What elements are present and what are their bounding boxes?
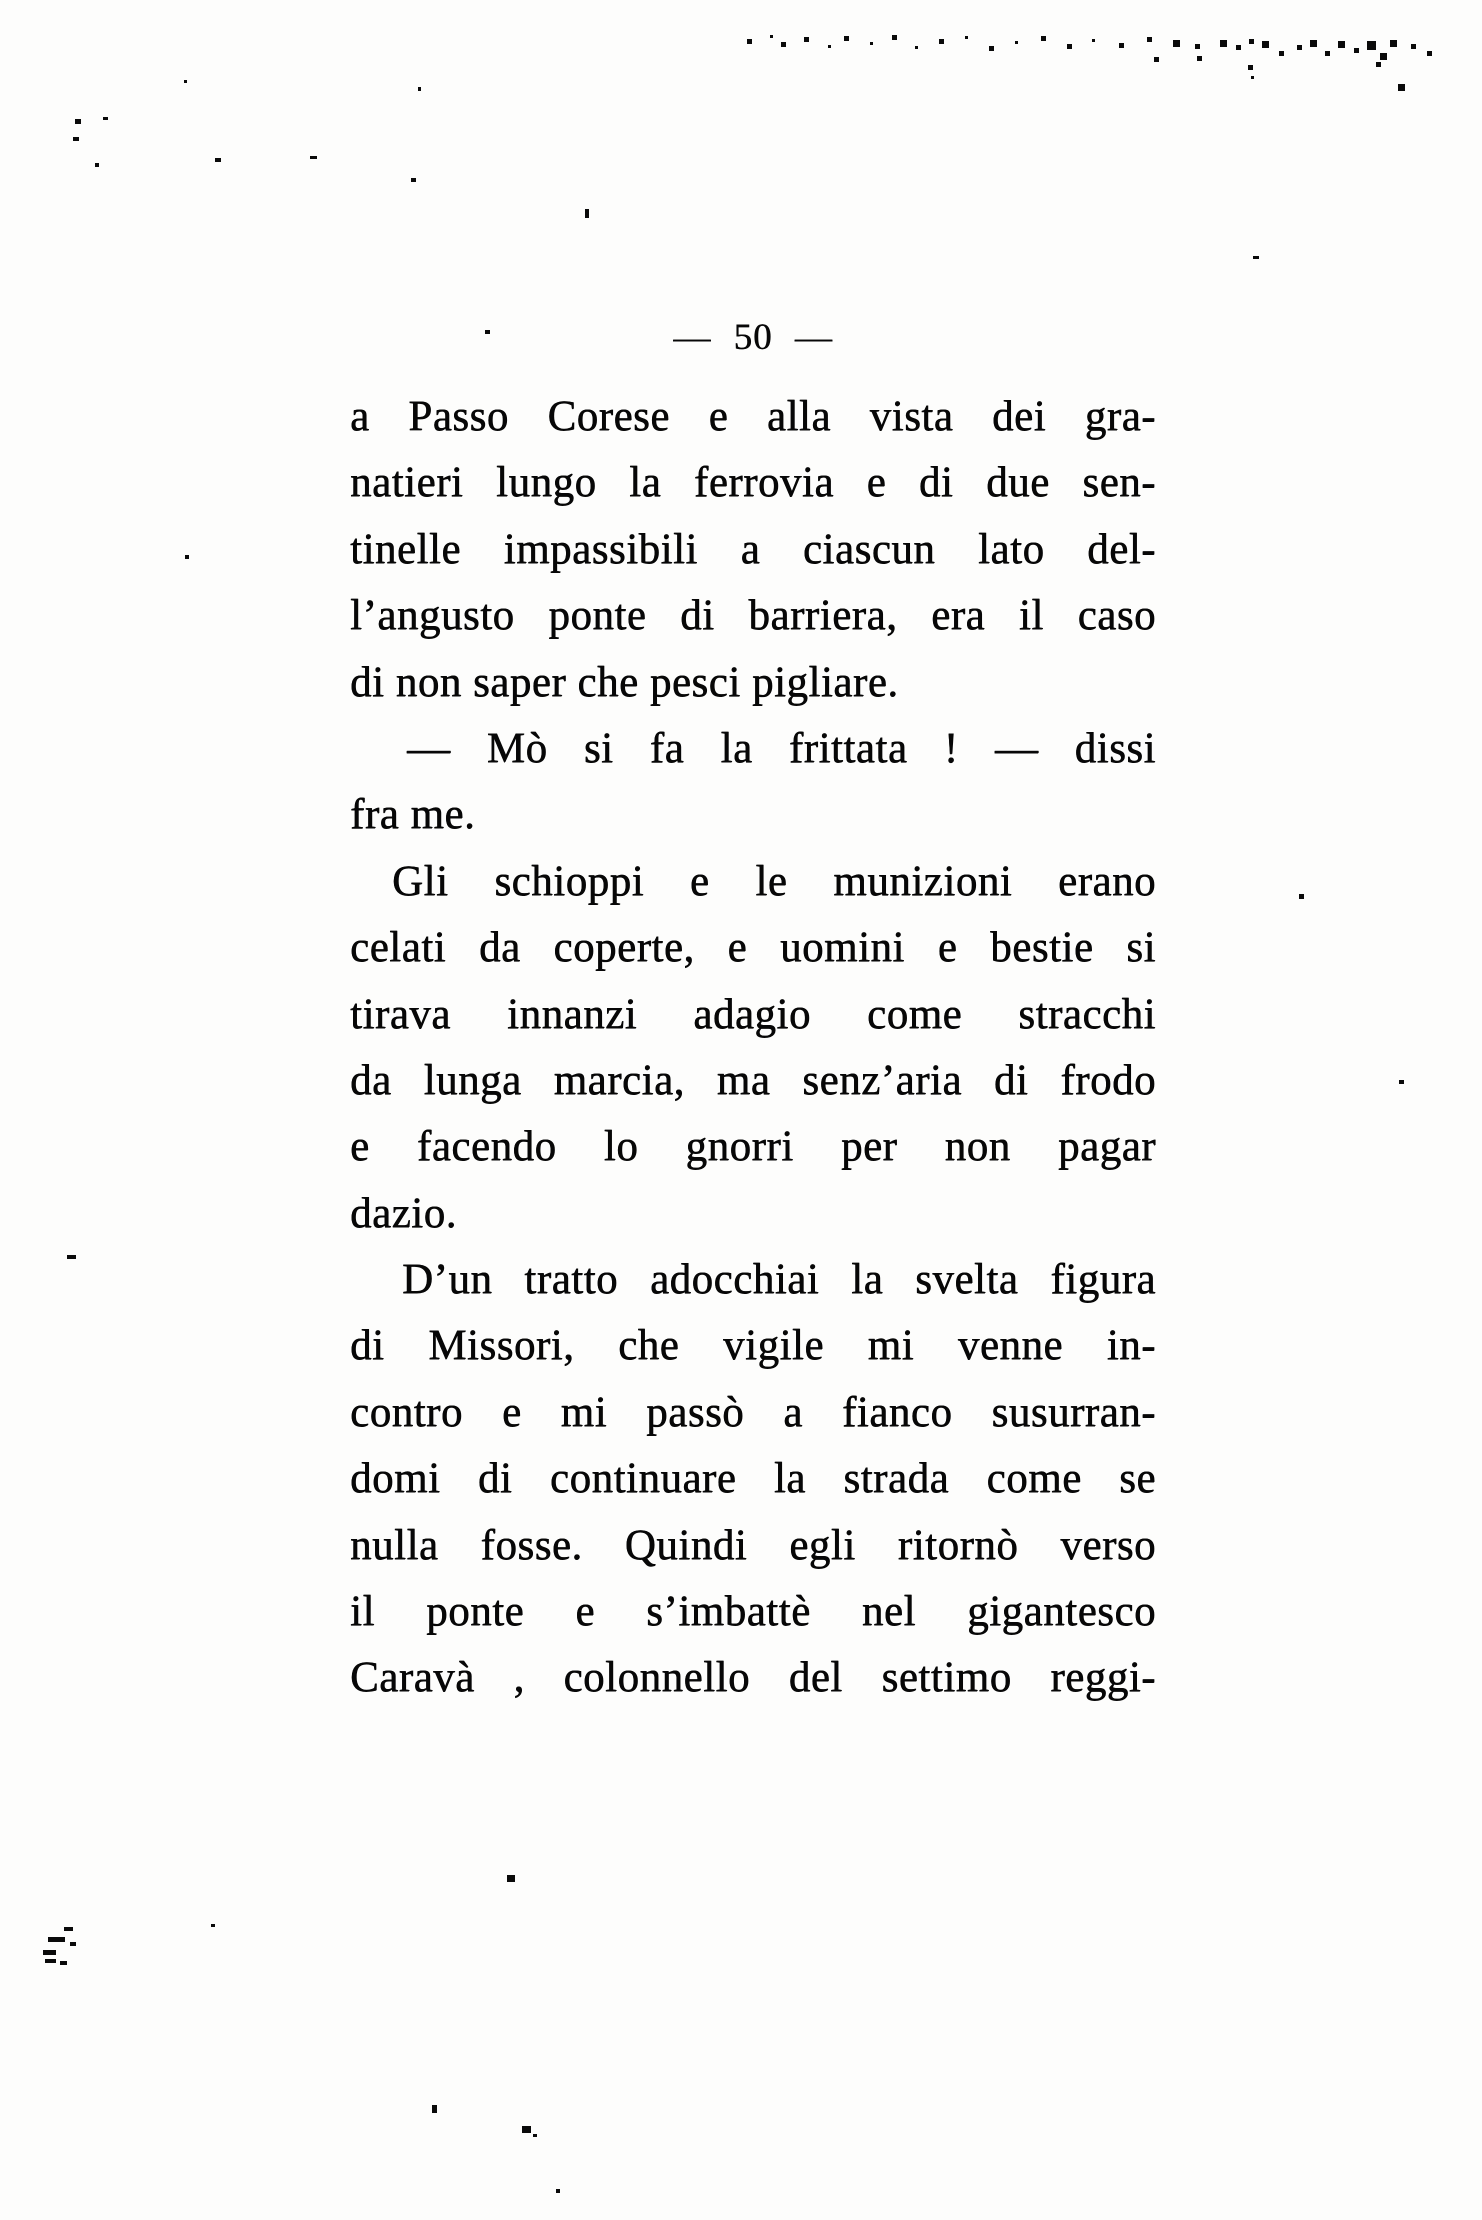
scan-smudge (64, 1927, 73, 1931)
scan-noise-speck (533, 2134, 537, 2137)
scan-noise-speck (95, 163, 99, 167)
scan-noise-speck (1399, 1080, 1404, 1084)
text-line: di non saper che pesci pigliare. (350, 658, 899, 706)
scan-noise-speck (507, 1875, 515, 1882)
scan-noise-speck (556, 2189, 560, 2193)
scan-noise-speck (485, 330, 490, 334)
text-line: nulla fosse. Quindi egli ritornò verso (350, 1521, 1156, 1569)
text-line: e facendo lo gnorri per non pagar (350, 1123, 1156, 1171)
scan-noise-speck (184, 80, 187, 83)
text-line: da lunga marcia, ma senz’aria di frodo (350, 1056, 1156, 1104)
text-line: tirava innanzi adagio come stracchi (350, 990, 1156, 1038)
scan-smudge (60, 1961, 67, 1965)
scan-noise-speck (418, 87, 421, 91)
scan-noise-speck (73, 137, 79, 141)
text-line: Gli schioppi e le munizioni erano (392, 857, 1156, 905)
scan-noise-band (740, 30, 743, 33)
text-line: tinelle impassibili a ciascun lato del- (350, 525, 1156, 573)
scan-noise-speck (1299, 894, 1304, 899)
text-line: dazio. (350, 1189, 457, 1237)
scan-noise-speck (185, 555, 189, 559)
text-line: D’un tratto adocchiai la svelta figura (402, 1256, 1156, 1304)
text-line: il ponte e s’imbattè nel gigantesco (350, 1588, 1156, 1636)
scan-noise-speck (103, 117, 108, 120)
text-line: a Passo Corese e alla vista dei gra- (350, 393, 1156, 440)
scan-noise-speck (310, 156, 317, 159)
scan-smudge (70, 1942, 76, 1946)
text-line: celati da coperte, e uomini e bestie si (350, 924, 1156, 972)
scan-noise-speck (522, 2126, 531, 2133)
scan-smudge (48, 1937, 65, 1942)
scan-noise-speck (75, 119, 81, 124)
scan-smudge (45, 1959, 56, 1963)
page-number: — 50 — (673, 317, 833, 358)
text-line: natieri lungo la ferrovia e di due sen- (350, 459, 1156, 507)
scan-noise-speck (211, 1924, 215, 1927)
text-line: di Missori, che vigile mi venne in- (350, 1322, 1156, 1370)
scan-noise-speck (1253, 256, 1259, 259)
text-line: Caravà , colonnello del settimo reggi- (350, 1654, 1156, 1702)
scan-noise-speck (432, 2105, 437, 2113)
body-text (350, 384, 1156, 1712)
scan-noise-speck (215, 158, 221, 162)
scan-noise-speck (67, 1255, 76, 1259)
text-line: — Mò si fa la frittata ! — dissi (407, 724, 1156, 772)
scan-smudge (43, 1950, 56, 1955)
text-line: fra me. (350, 791, 476, 839)
text-line: l’angusto ponte di barriera, era il caso (350, 592, 1156, 640)
scan-noise-speck (585, 209, 589, 218)
scan-noise-speck (411, 178, 416, 182)
text-line: contro e mi passò a fianco susurran- (350, 1388, 1156, 1436)
text-line: domi di continuare la strada come se (350, 1455, 1156, 1503)
